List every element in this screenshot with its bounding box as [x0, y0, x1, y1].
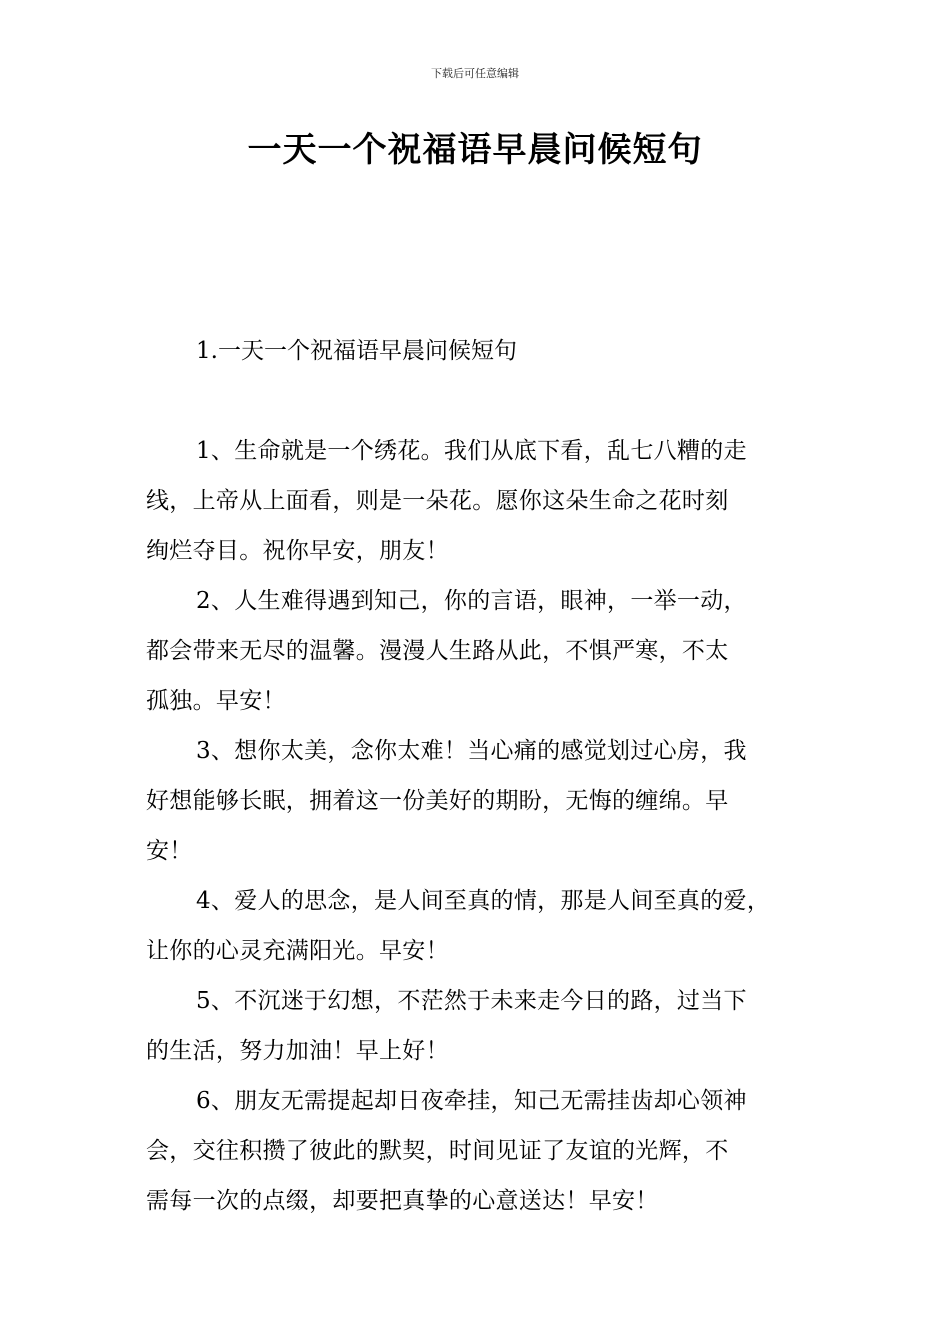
paragraph-line: 线，上帝从上面看，则是一朵花。愿你这朵生命之花时刻: [146, 488, 729, 514]
paragraph-line: 安！: [146, 838, 193, 864]
paragraph-line: 让你的心灵充满阳光。早安！: [146, 938, 449, 964]
paragraph-line: 1、生命就是一个绣花。我们从底下看，乱七八糟的走: [196, 438, 747, 464]
paragraph-1: [146, 426, 810, 576]
paragraph-4: [146, 876, 810, 976]
paragraph-line: 3、想你太美，念你太难！当心痛的感觉划过心房，我: [196, 738, 747, 764]
header-note: 下载后可任意编辑: [431, 67, 519, 80]
section-heading: 1.一天一个祝福语早晨问候短句: [196, 338, 517, 364]
paragraph-line: 需每一次的点缀，却要把真挚的心意送达！早安！: [146, 1188, 659, 1214]
document-title: 一天一个祝福语早晨问候短句: [247, 130, 703, 170]
paragraph-6: [146, 1076, 810, 1226]
paragraph-line: 孤独。早安！: [146, 688, 286, 714]
paragraph-line: 的生活，努力加油！早上好！: [146, 1038, 449, 1064]
paragraph-3: [146, 726, 810, 876]
paragraph-line: 会，交往积攒了彼此的默契，时间见证了友谊的光辉，不: [146, 1138, 729, 1164]
paragraph-line: 6、朋友无需提起却日夜牵挂，知己无需挂齿却心领神: [196, 1088, 747, 1114]
paragraph-line: 绚烂夺目。祝你早安，朋友！: [146, 538, 449, 564]
paragraph-line: 2、人生难得遇到知己，你的言语，眼神，一举一动，: [196, 588, 747, 614]
body-text: [146, 426, 810, 1226]
paragraph-line: 好想能够长眠，拥着这一份美好的期盼，无悔的缠绵。早: [146, 788, 729, 814]
paragraph-line: 4、爱人的思念，是人间至真的情，那是人间至真的爱，: [196, 888, 771, 914]
paragraph-5: [146, 976, 810, 1076]
paragraph-line: 都会带来无尽的温馨。漫漫人生路从此，不惧严寒，不太: [146, 638, 729, 664]
paragraph-2: [146, 576, 810, 726]
paragraph-line: 5、不沉迷于幻想，不茫然于未来走今日的路，过当下: [196, 988, 747, 1014]
